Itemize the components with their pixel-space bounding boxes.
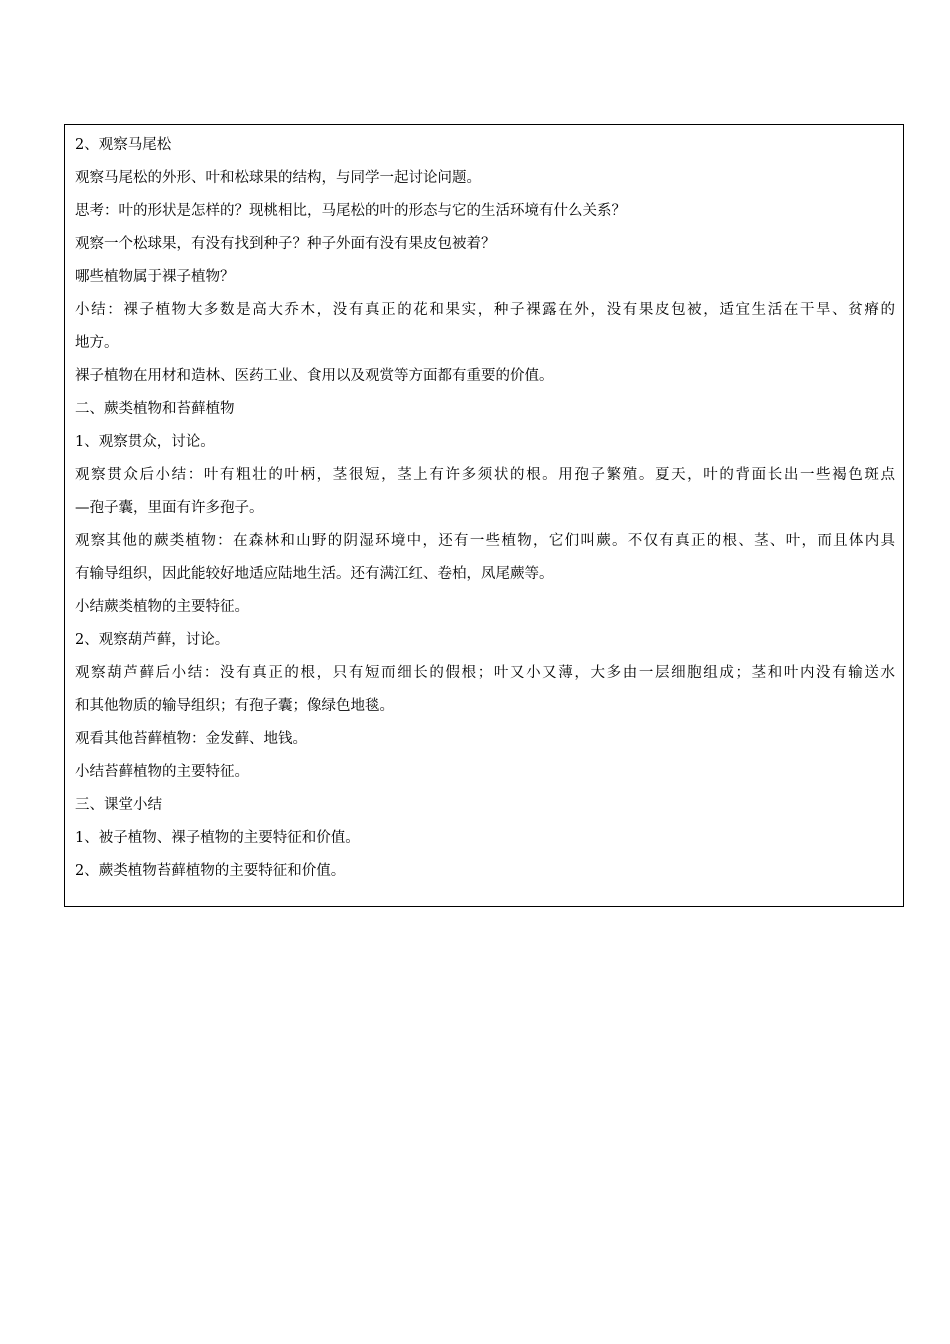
text-line: 观察其他的蕨类植物：在森林和山野的阴湿环境中，还有一些植物，它们叫蕨。不仅有真正的根、茎、叶，而且体内具: [75, 533, 895, 549]
text-line: 有输导组织，因此能较好地适应陆地生活。还有满江红、卷柏，凤尾蕨等。: [75, 566, 554, 582]
text-line: 2、蕨类植物苔藓植物的主要特征和价值。: [75, 863, 346, 879]
text-line: 和其他物质的输导组织；有孢子囊；像绿色地毯。: [75, 698, 394, 714]
section-heading: 二、蕨类植物和苔藓植物: [75, 401, 235, 417]
text-line: 观看其他苔藓植物：金发藓、地钱。: [75, 731, 307, 747]
text-line: 地方。: [75, 335, 119, 351]
text-line: 观察葫芦藓后小结：没有真正的根，只有短而细长的假根；叶又小又薄，大多由一层细胞组成；茎和叶内没有输送水: [75, 665, 895, 681]
text-line: 观察贯众后小结：叶有粗壮的叶柄，茎很短，茎上有许多须状的根。用孢子繁殖。夏天，叶的背面长出一些褐色斑点: [75, 467, 895, 483]
text-line: 裸子植物在用材和造林、医药工业、食用以及观赏等方面都有重要的价值。: [75, 368, 554, 384]
text-line: 1、被子植物、裸子植物的主要特征和价值。: [75, 830, 360, 846]
text-line: 观察马尾松的外形、叶和松球果的结构，与同学一起讨论问题。: [75, 170, 481, 186]
section-heading: 三、课堂小结: [75, 797, 162, 813]
text-line: 哪些植物属于裸子植物？: [75, 269, 235, 285]
text-line: 小结苔藓植物的主要特征。: [75, 764, 249, 780]
text-line: 小结：裸子植物大多数是高大乔木，没有真正的花和果实，种子裸露在外，没有果皮包被，适宜生活在干旱、贫瘠的: [75, 302, 895, 318]
text-line: —孢子囊，里面有许多孢子。: [75, 500, 264, 516]
text-line: 2、观察葫芦藓，讨论。: [75, 632, 230, 648]
text-line: 观察一个松球果，有没有找到种子？种子外面有没有果皮包被着？: [75, 236, 496, 252]
text-line: 2、观察马尾松: [75, 137, 172, 153]
text-line: 思考：叶的形状是怎样的？现桃相比，马尾松的叶的形态与它的生活环境有什么关系？: [75, 203, 626, 219]
document-content-box: [64, 124, 904, 907]
text-line: 小结蕨类植物的主要特征。: [75, 599, 249, 615]
text-line: 1、观察贯众，讨论。: [75, 434, 215, 450]
